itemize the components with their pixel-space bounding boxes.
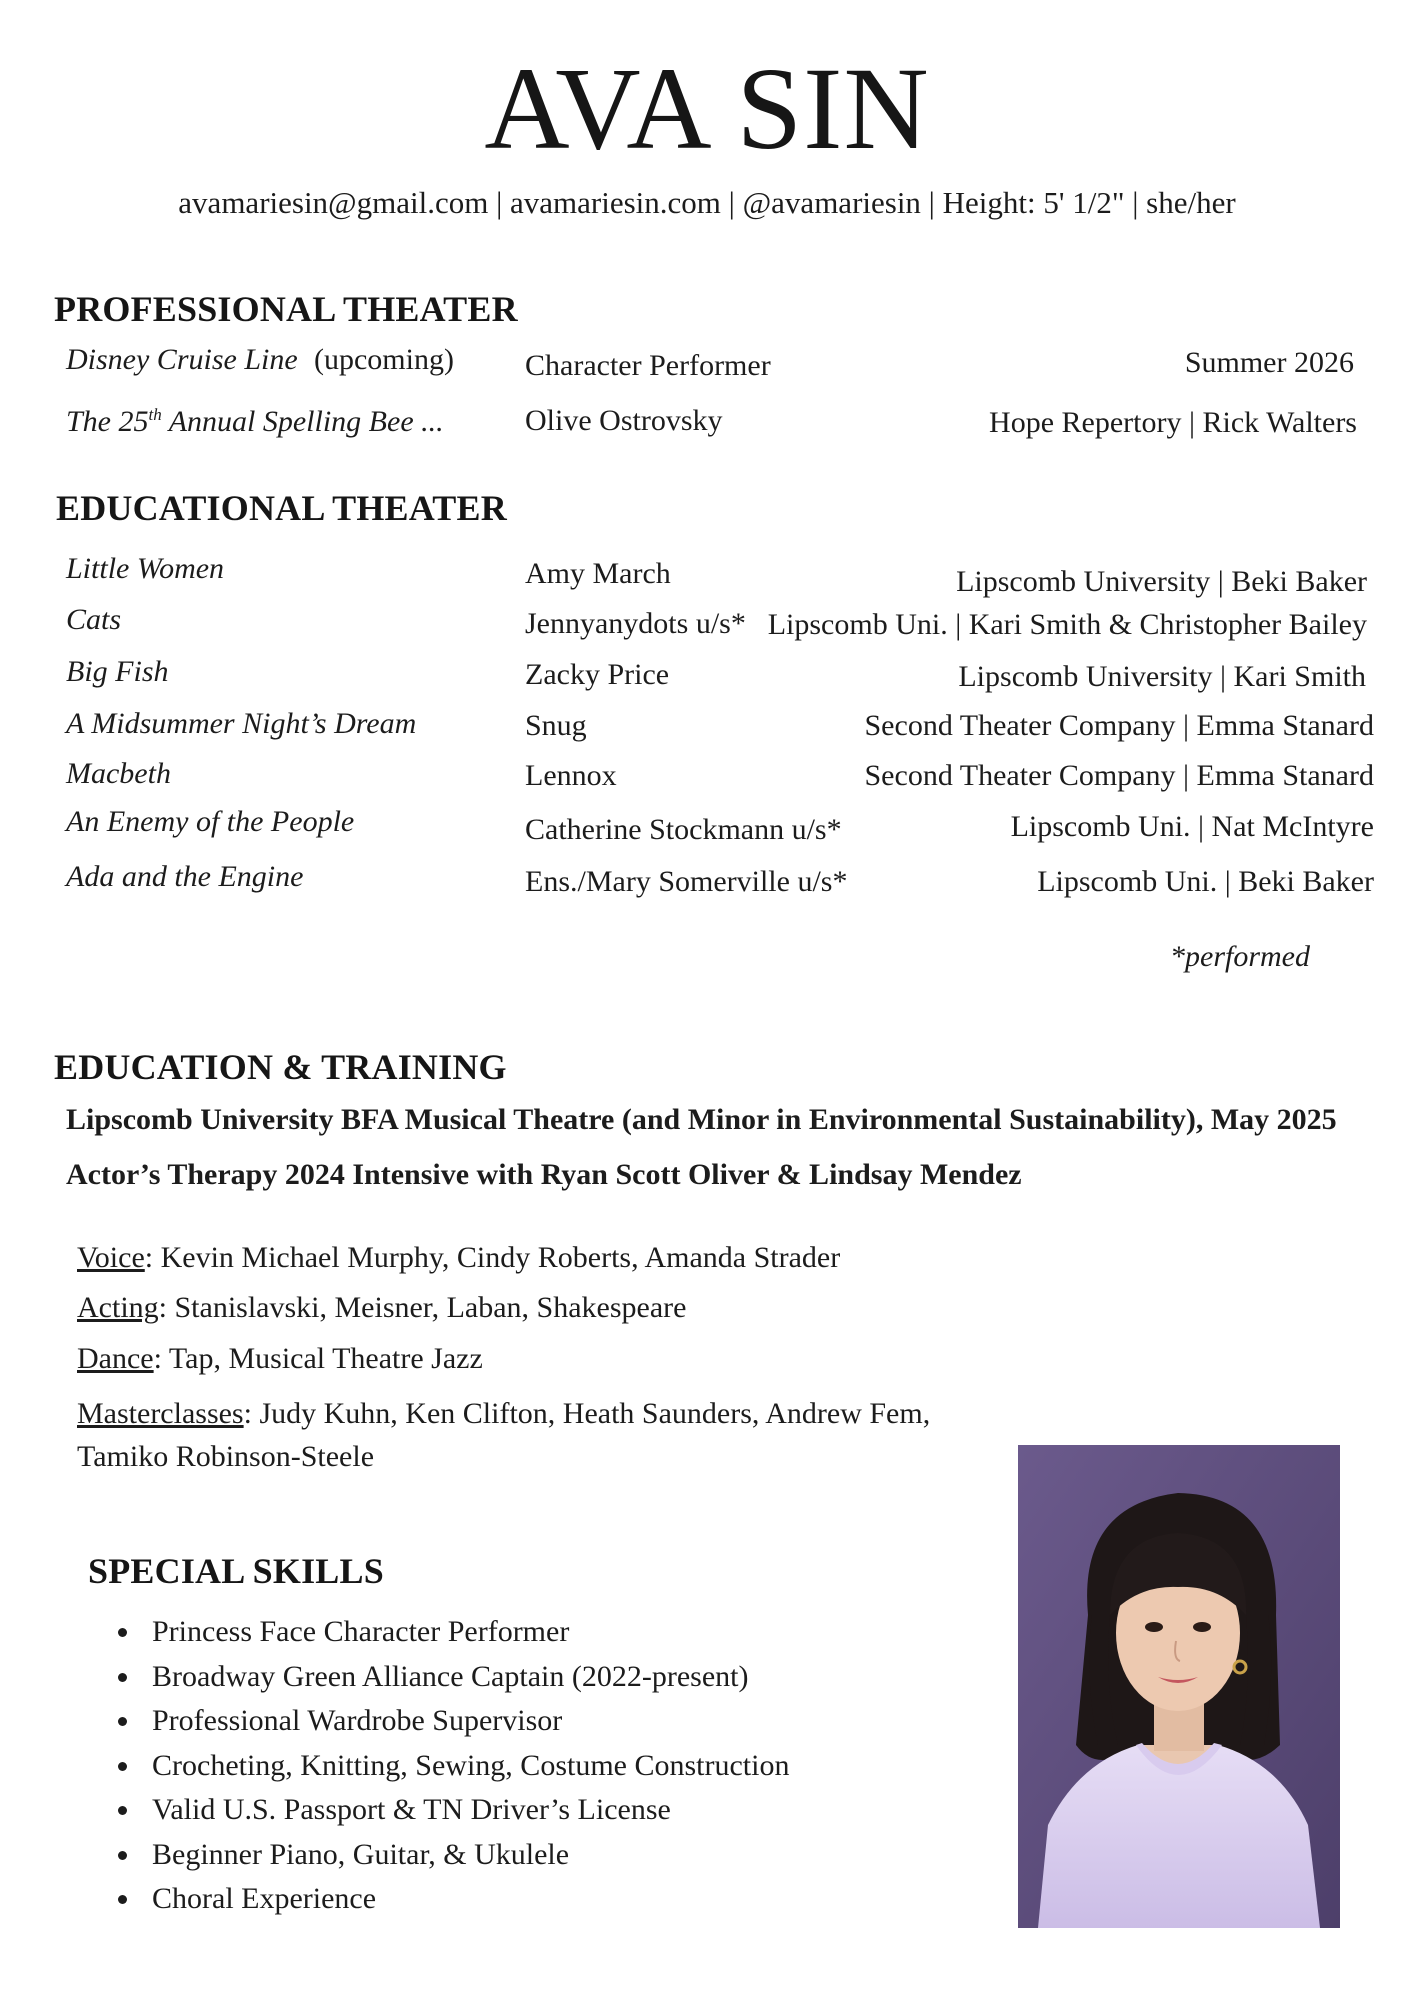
educational-title: Big Fish: [66, 655, 169, 688]
skill-item: • Princess Face Character Performer: [142, 1610, 789, 1655]
educational-theater-heading: EDUCATIONAL THEATER: [56, 488, 507, 528]
skills-list: [110, 1610, 789, 1922]
educational-role: Catherine Stockmann u/s*: [525, 813, 842, 846]
professional-role: Olive Ostrovsky: [525, 404, 723, 437]
educational-role: Amy March: [525, 557, 671, 590]
educational-venue: Lipscomb University | Kari Smith: [958, 660, 1366, 693]
educational-title: A Midsummer Night’s Dream: [66, 707, 417, 740]
skill-item: • Valid U.S. Passport & TN Driver’s License: [142, 1788, 789, 1833]
education-training-heading: EDUCATION & TRAINING: [54, 1047, 507, 1087]
skill-item: • Broadway Green Alliance Captain (2022-present): [142, 1655, 789, 1700]
professional-title: Disney Cruise Line: [66, 343, 298, 376]
skill-item: • Crocheting, Knitting, Sewing, Costume Construction: [142, 1744, 789, 1789]
resume-name: AVA SIN: [484, 43, 930, 174]
educational-title: Ada and the Engine: [66, 860, 304, 893]
educational-title: Cats: [66, 603, 122, 636]
training-acting: Acting: Stanislavski, Meisner, Laban, Shakespeare: [77, 1291, 687, 1324]
training-masterclasses-continued: Tamiko Robinson-Steele: [77, 1440, 375, 1473]
degree-line: Lipscomb University BFA Musical Theatre (and Minor in Environmental Sustainability), May 2025: [66, 1103, 1337, 1136]
performed-footnote: *performed: [1170, 940, 1310, 973]
professional-role: Character Performer: [525, 349, 771, 382]
educational-venue: Lipscomb Uni. | Kari Smith & Christopher Bailey: [767, 608, 1367, 641]
special-skills-heading: SPECIAL SKILLS: [88, 1551, 384, 1591]
educational-title: An Enemy of the People: [66, 805, 355, 838]
training-masterclasses: Masterclasses: Judy Kuhn, Ken Clifton, Heath Saunders, Andrew Fem,: [77, 1397, 931, 1430]
professional-theater-heading: PROFESSIONAL THEATER: [54, 289, 518, 329]
educational-venue: Lipscomb Uni. | Beki Baker: [1037, 865, 1374, 898]
contact-line: avamariesin@gmail.com | avamariesin.com | @avamariesin | Height: 5' 1/2" | she/her: [178, 185, 1236, 220]
professional-date: Summer 2026: [1184, 346, 1354, 379]
educational-role: Ens./Mary Somerville u/s*: [525, 865, 848, 898]
educational-venue: Second Theater Company | Emma Stanard: [864, 709, 1374, 742]
educational-title: Macbeth: [66, 757, 171, 790]
intensive-line: Actor’s Therapy 2024 Intensive with Ryan Scott Oliver & Lindsay Mendez: [66, 1158, 1022, 1191]
training-dance: Dance: Tap, Musical Theatre Jazz: [77, 1342, 483, 1375]
educational-venue: Lipscomb Uni. | Nat McIntyre: [1010, 810, 1374, 843]
training-voice: Voice: Kevin Michael Murphy, Cindy Roberts, Amanda Strader: [77, 1241, 841, 1274]
educational-venue: Lipscomb University | Beki Baker: [956, 565, 1367, 598]
educational-role: Snug: [525, 709, 587, 742]
educational-role: Lennox: [525, 759, 617, 792]
professional-venue: Hope Repertory | Rick Walters: [989, 406, 1357, 439]
educational-title: Little Women: [66, 552, 225, 585]
professional-note: (upcoming): [314, 343, 454, 376]
educational-role: Zacky Price: [525, 658, 670, 691]
headshot-photo: [1018, 1445, 1340, 1928]
skill-item: • Professional Wardrobe Supervisor: [142, 1699, 789, 1744]
skill-item: • Beginner Piano, Guitar, & Ukulele: [142, 1833, 789, 1878]
educational-venue: Second Theater Company | Emma Stanard: [864, 759, 1374, 792]
skill-item: • Choral Experience: [142, 1877, 789, 1922]
educational-role: Jennyanydots u/s*: [525, 607, 746, 640]
professional-title: The 25th Annual Spelling Bee ...: [66, 405, 444, 438]
